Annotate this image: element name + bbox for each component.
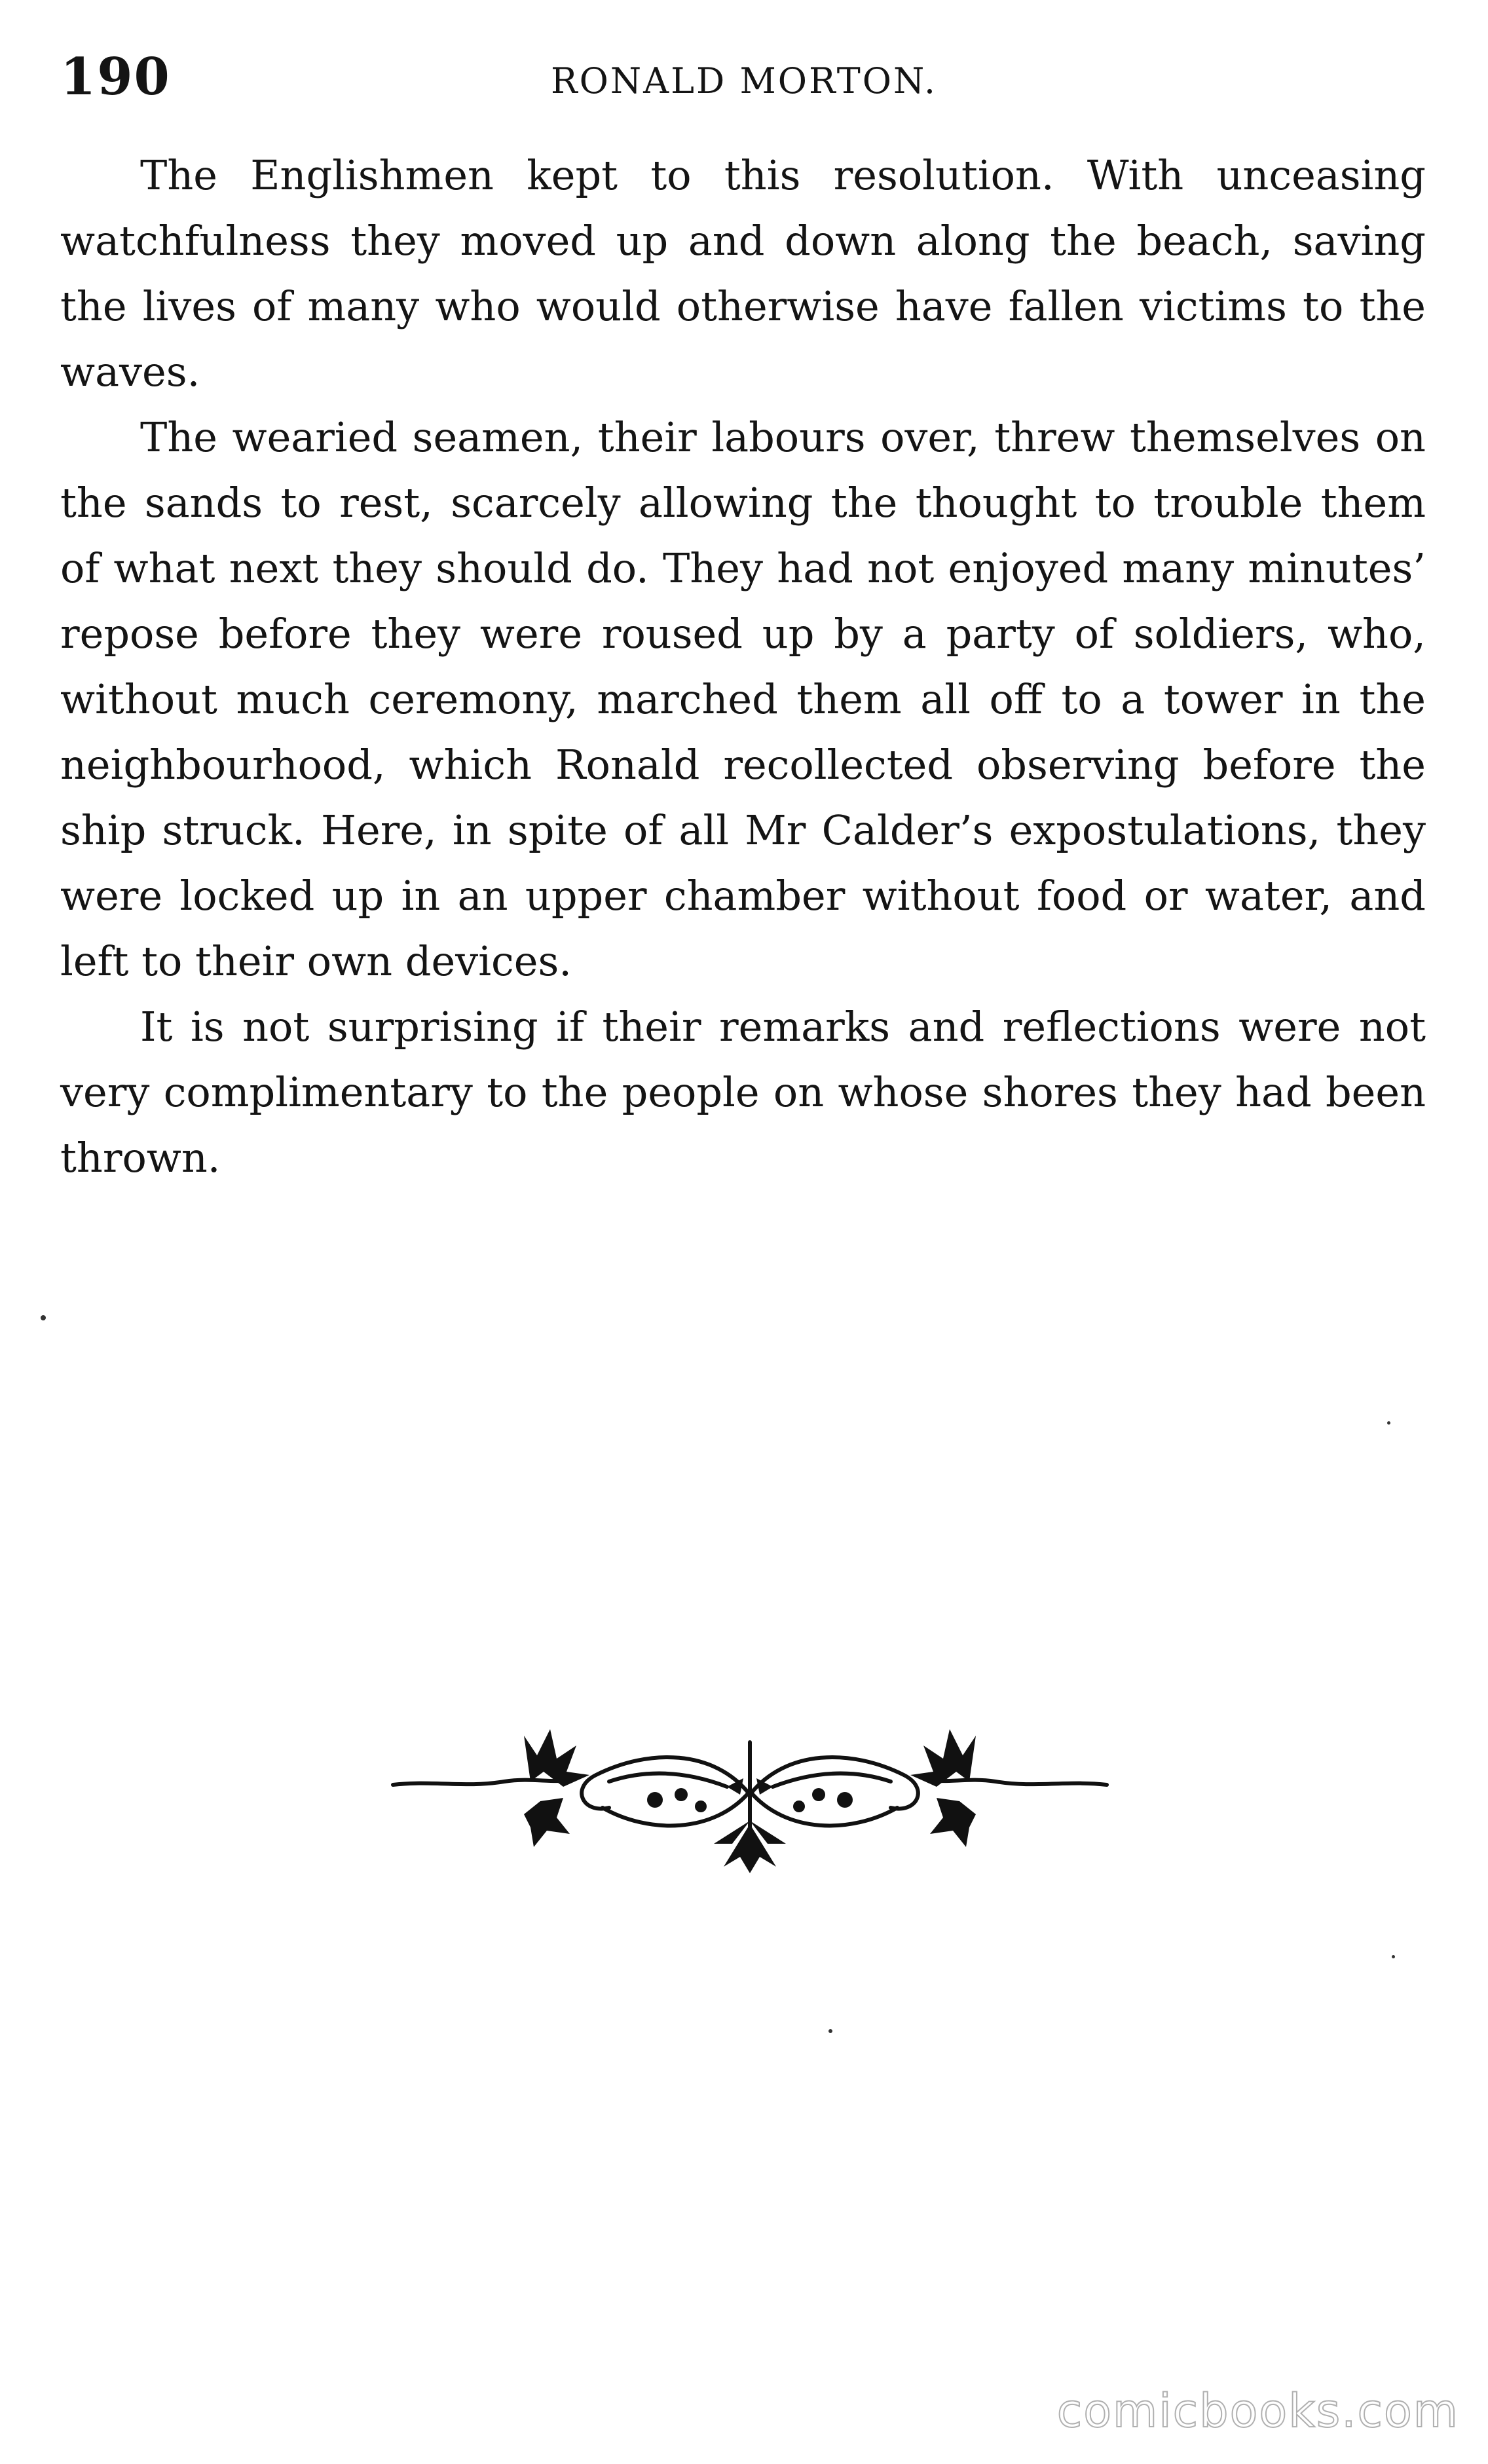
running-head: RONALD MORTON. [550, 60, 937, 102]
paragraph: The Englishmen kept to this resolution. With unceasing watchfulness they moved up and down along the beach, saving the lives of many who would otherwise have fallen victims to the waves. [60, 151, 1426, 396]
floral-tailpiece-icon [373, 1709, 1126, 1882]
print-speck [41, 1315, 46, 1320]
print-speck [828, 2029, 832, 2033]
print-speck [1387, 1421, 1390, 1425]
print-speck [1392, 1955, 1395, 1958]
paragraph: The wearied seamen, their labours over, threw themselves on the sands to rest, scarcely allowing the thought to trouble them of what next they should do. They had not enjoyed many minutes’ repose before they were roused up by a party of soldiers, who, without much ceremony, marched them all off to a tower in the neighbourhood, which Ronald recollected observing before the ship struck. Here, in spite of all Mr Calder’s expostulations, they were locked up in an upper chamber without food or water, and left to their own devices. [60, 413, 1426, 985]
page-number: 190 [60, 47, 171, 107]
body-text [60, 143, 1426, 1191]
paragraph: It is not surprising if their remarks and reflections were not very complimentary to the people on whose shores they had been thrown. [60, 1003, 1426, 1182]
watermark: comicbooks.com [1056, 2384, 1459, 2438]
